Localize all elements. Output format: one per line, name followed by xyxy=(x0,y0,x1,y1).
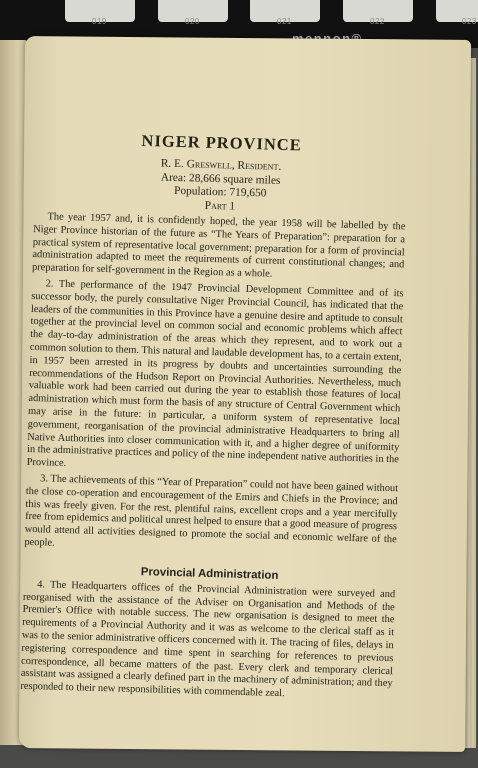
part-label: Part 1 xyxy=(204,199,236,213)
frame-number: 023 xyxy=(462,17,477,26)
frame-number: 019 xyxy=(92,17,107,26)
document-title: NIGER PROVINCE xyxy=(141,130,303,155)
paragraph-3: 3. The achievements of this “Year of Preparation” could not have been gained without the close co-operation and encouragement of the Emirs and Chiefs in the Province; and this was freely given. For the rest, plentiful rains, excellent crops and a year mercifully free from epidemics and political unrest helped to ensure that a good measure of progress would attend all activities designed to promote the social and economic welfare of the people. xyxy=(24,473,399,549)
paragraph-1: The year 1957 and, it is confidently hoped, the year 1958 will be labelled by the Niger Province historian of the future as “The Years of Preparation”: preparation for a practical system of representative local government; preparation for a form of provincial administration adapted to meet the requirements of current constitutional changes; and preparation for self-government in the Region as a whole. xyxy=(31,211,406,280)
population-line: Population: 719,650 xyxy=(173,184,267,200)
page-content xyxy=(20,128,408,704)
paragraph-2: 2. The performance of the 1947 Provincial Development Committee and of its successor body, the purely consultative Niger Provincial Council, has indicated that the leaders of the communities in this Province have a genuine desire and aptitude to consult together at the provincial level on common social and economic problems which affect the day-to-day administration of the areas which they represent, and to work out a common solution to them. This natural and laudable development has, to a certain extent, in 1957 been arrested in its progress by doubts and uncertainties surrounding the recommendations of the Hudson Report on Provincial Authorities. Nevertheless, much valuable work had been carried out during the year to establish those features of local administration which must form the basis of any structure of Central Government which may arise in the future: in particular, a uniform system of representative local government, reorganisation of the provincial administrative Headquarters to bring all Native Authorities into closer communication with it, and a higher degree of uniformity in the administrative practices and policy of the nine independent native authorities in the Province. xyxy=(26,278,404,470)
frame-number: 022 xyxy=(370,17,385,26)
paragraph-4: 4. The Headquarters offices of the Provincial Administration were surveyed and reorganised with the assistance of the Adviser on Organisation and Methods of the Premier's Office with notable success. The new organisation is designed to meet the requirements of a Provincial Authority and it was as welcome to the clerical staff as it was to the senior administrative officers concerned with it. The tracing of files, delays in registering correspondence and time spent in searching for references to previous correspondence, all became matters of the past. Every clerk and temporary clerical assistant was assigned a clearly defined part in the machinery of administration; and they responded to their new responsibilities with commendable zeal. xyxy=(20,578,396,700)
section-heading: Provincial Administration xyxy=(140,565,279,582)
resident-line: R. E. Greswell, Resident. xyxy=(160,157,282,173)
document-meta xyxy=(34,154,407,218)
frame-number: 021 xyxy=(277,17,292,26)
area-line: Area: 28,666 square miles xyxy=(160,171,281,187)
frame-number: 020 xyxy=(185,17,200,26)
